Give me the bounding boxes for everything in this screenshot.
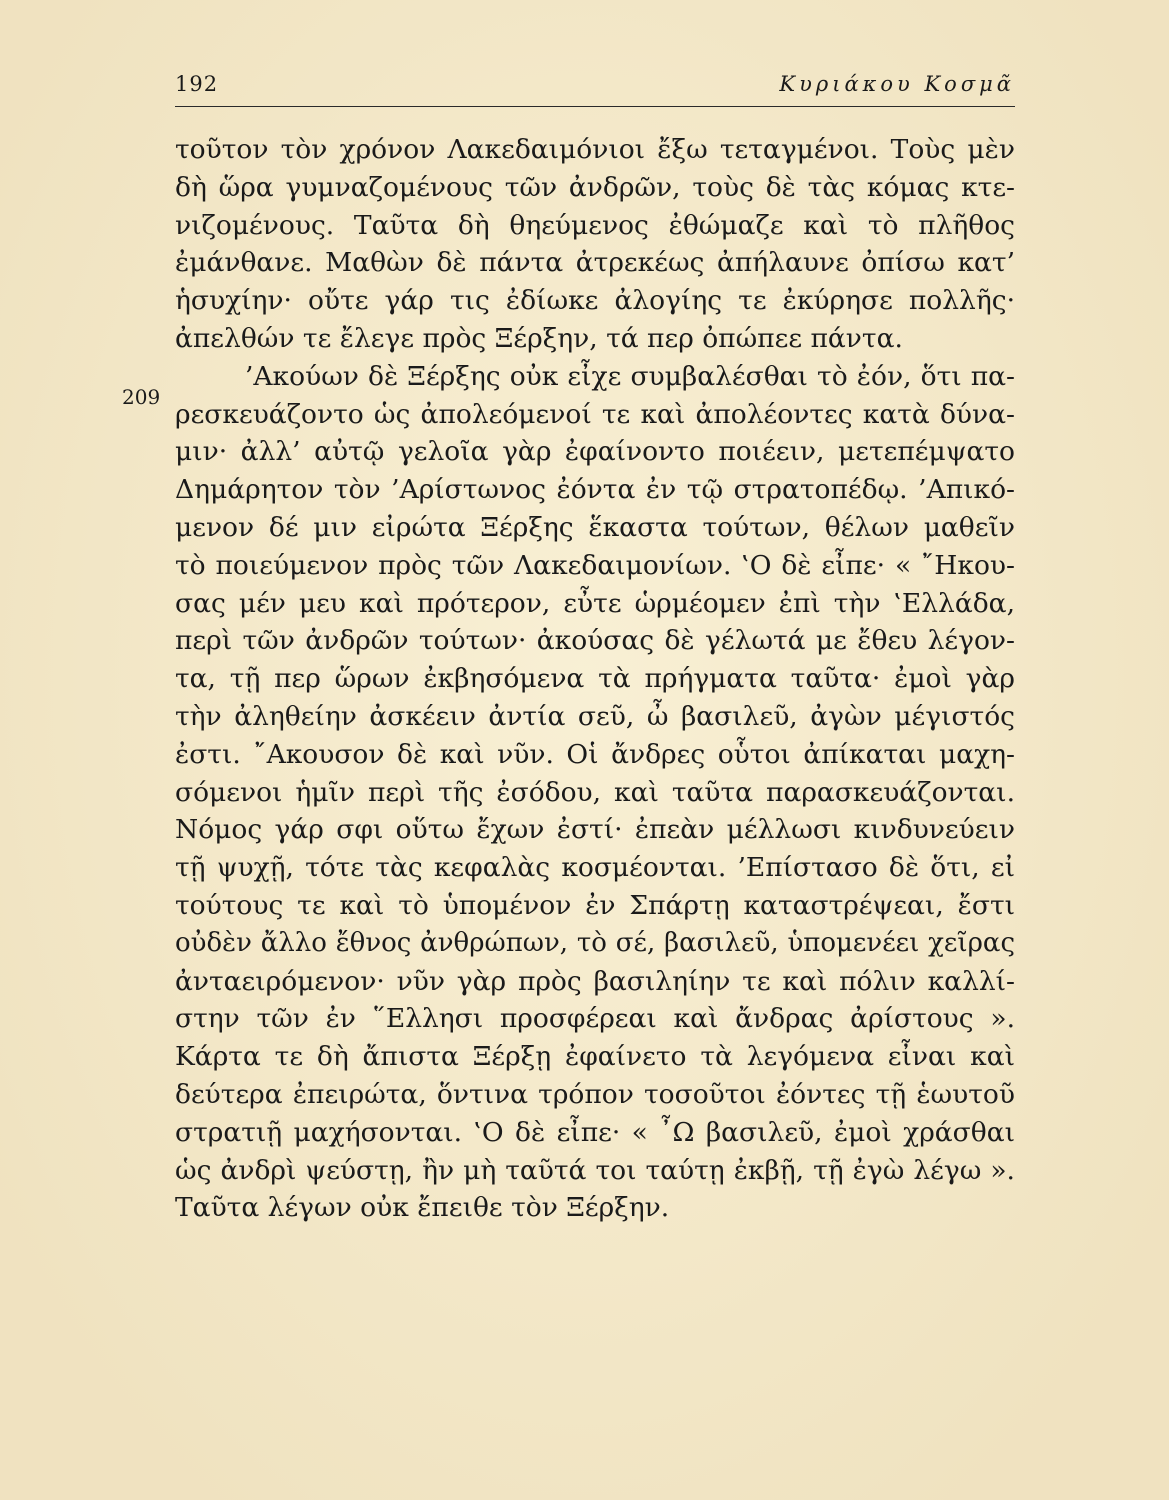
text-line: μενον δέ μιν εἰρώτα Ξέρξης ἕκαστα τούτων, θέλων μαθεῖν bbox=[175, 511, 1015, 543]
running-title: Κυριάκου Κοσμᾶ bbox=[779, 72, 1015, 96]
text-line: ρεσκευάζοντο ὡς ἀπολεόμενοί τε καὶ ἀπολέοντες κατὰ δύνα- bbox=[175, 398, 1015, 430]
text-line: ἐμάνθανε. Μαθὼν δὲ πάντα ἀτρεκέως ἀπήλαυνε ὀπίσω κατ’ bbox=[175, 247, 1015, 279]
text-line: ’Ακούων δὲ Ξέρξης οὐκ εἶχε συμβαλέσθαι τὸ ἐόν, ὅτι πα- bbox=[245, 360, 1015, 392]
text-line: οὐδὲν ἄλλο ἔθνος ἀνθρώπων, τὸ σέ, βασιλεῦ, ὑπομενέει χεῖρας bbox=[175, 927, 1015, 958]
page-header bbox=[175, 70, 1015, 107]
text-line: σας μέν μευ καὶ πρότερον, εὖτε ὡρμέομεν ἐπὶ τὴν ‛Ελλάδα, bbox=[175, 587, 1015, 619]
section-number: 209 bbox=[122, 385, 161, 409]
text-line: Δημάρητον τὸν ’Αρίστωνος ἐόντα ἐν τῷ στρατοπέδῳ. ’Απικό- bbox=[175, 474, 1015, 506]
text-line: ὡς ἀνδρὶ ψεύστῃ, ἢν μὴ ταῦτά τοι ταύτῃ ἐκβῇ, τῇ ἐγὼ λέγω ». bbox=[175, 1154, 1015, 1186]
text-line: νιζομένους. Ταῦτα δὴ θηεύμενος ἐθώμαζε καὶ τὸ πλῆθος bbox=[175, 209, 1015, 241]
text-line: τὸ ποιεύμενον πρὸς τῶν Λακεδαιμονίων. ‛Ο δὲ εἶπε· « ῎Ηκου- bbox=[175, 549, 1015, 581]
text-line: τῇ ψυχῇ, τότε τὰς κεφαλὰς κοσμέονται. ’Επίστασο δὲ ὅτι, εἰ bbox=[175, 852, 1015, 884]
text-line: τούτους τε καὶ τὸ ὑπομένον ἐν Σπάρτῃ καταστρέψεαι, ἔστι bbox=[175, 889, 1015, 921]
text-line: Νόμος γάρ σφι οὕτω ἔχων ἐστί· ἐπεὰν μέλλωσι κινδυνεύειν bbox=[175, 814, 1015, 846]
page-number: 192 bbox=[175, 72, 219, 96]
body-text bbox=[175, 131, 1015, 1227]
text-line: τὴν ἀληθείην ἀσκέειν ἀντία σεῦ, ὦ βασιλεῦ, ἀγὼν μέγιστός bbox=[175, 700, 1015, 732]
text-line: ἀνταειρόμενον· νῦν γὰρ πρὸς βασιληίην τε καὶ πόλιν καλλί- bbox=[175, 965, 1015, 997]
text-line: δὴ ὥρα γυμναζομένους τῶν ἀνδρῶν, τοὺς δὲ τὰς κόμας κτε- bbox=[175, 171, 1015, 203]
text-line: ἐστι. ῎Ακουσον δὲ καὶ νῦν. Οἱ ἄνδρες οὗτοι ἀπίκαται μαχη- bbox=[175, 738, 1015, 770]
text-line: Ταῦτα λέγων οὐκ ἔπειθε τὸν Ξέρξην. bbox=[175, 1192, 670, 1224]
text-line: στην τῶν ἐν ῞Ελλησι προσφέρεαι καὶ ἄνδρας ἀρίστους ». bbox=[175, 1003, 1015, 1035]
text-line: σόμενοι ἡμῖν περὶ τῆς ἐσόδου, καὶ ταῦτα παρασκευάζονται. bbox=[175, 776, 1015, 808]
text-line: Κάρτα τε δὴ ἄπιστα Ξέρξῃ ἐφαίνετο τὰ λεγόμενα εἶναι καὶ bbox=[175, 1041, 1015, 1073]
text-line: δεύτερα ἐπειρώτα, ὅντινα τρόπον τοσοῦτοι ἐόντες τῇ ἑωυτοῦ bbox=[175, 1078, 1015, 1110]
text-line: ἡσυχίην· οὔτε γάρ τις ἐδίωκε ἀλογίης τε ἐκύρησε πολλῆς· bbox=[175, 285, 1015, 317]
text-line: τα, τῇ περ ὥρων ἐκβησόμενα τὰ πρήγματα ταῦτα· ἐμοὶ γὰρ bbox=[175, 663, 1015, 695]
text-line: στρατιῇ μαχήσονται. ‛Ο δὲ εἶπε· « ῏Ω βασιλεῦ, ἐμοὶ χράσθαι bbox=[175, 1116, 1015, 1148]
text-line: ἀπελθών τε ἔλεγε πρὸς Ξέρξην, τά περ ὀπώπεε πάντα. bbox=[175, 322, 903, 354]
text-line: περὶ τῶν ἀνδρῶν τούτων· ἀκούσας δὲ γέλωτά με ἔθευ λέγον- bbox=[175, 625, 1015, 657]
text-line: τοῦτον τὸν χρόνον Λακεδαιμόνιοι ἔξω τεταγμένοι. Τοὺς μὲν bbox=[175, 134, 1015, 165]
text-line: μιν· ἀλλ’ αὐτῷ γελοῖα γὰρ ἐφαίνοντο ποιέειν, μετεπέμψατο bbox=[175, 436, 1015, 468]
